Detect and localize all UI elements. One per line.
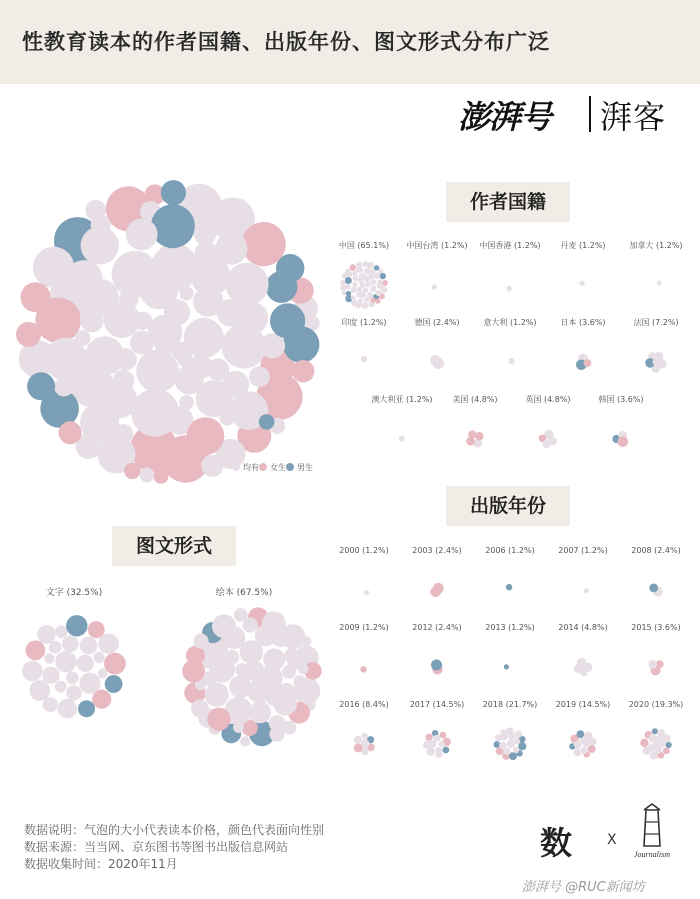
format-picture-bubble	[191, 699, 209, 717]
format-text-bubble	[66, 672, 79, 685]
year-bubble	[499, 742, 507, 750]
nationality-bubble	[351, 295, 356, 300]
year-bubble	[354, 736, 362, 744]
format-text-bubble	[80, 637, 98, 655]
overview-bubble	[180, 286, 194, 300]
format-text-bubble	[105, 675, 123, 693]
nationality-bubble	[353, 275, 359, 281]
year-bubble	[648, 743, 656, 751]
note-description: 数据说明：气泡的大小代表读本价格，颜色代表面向性别	[24, 823, 325, 837]
year-label: 2012 (2.4%)	[412, 623, 462, 632]
year-bubble	[649, 734, 657, 742]
nationality-bubble	[345, 268, 351, 274]
year-bubble	[581, 747, 588, 754]
overview-bubble	[194, 222, 217, 245]
year-label: 2014 (4.8%)	[558, 623, 608, 632]
nationality-bubble	[653, 358, 661, 366]
overview-bubble	[80, 309, 103, 332]
year-bubble	[663, 747, 670, 754]
year-label: 2018 (21.7%)	[482, 700, 538, 709]
nationality-bubble	[358, 298, 364, 304]
nationality-bubble	[618, 436, 629, 447]
format-text-bubble	[66, 685, 81, 700]
year-bubble	[508, 733, 515, 740]
overview-bubble	[179, 395, 194, 410]
nationality-bubble	[579, 281, 584, 286]
section-title-format: 图文形式	[112, 526, 236, 566]
format-picture-bubble	[293, 675, 306, 688]
lighthouse-icon	[622, 802, 682, 860]
overview-bubble	[85, 336, 124, 375]
nationality-bubble	[361, 356, 367, 362]
overview-bubble	[292, 360, 314, 382]
year-label: 2013 (1.2%)	[485, 623, 535, 632]
year-bubble	[666, 742, 672, 748]
brand-sub-logo: 湃客	[600, 98, 667, 136]
nationality-bubble	[350, 264, 356, 270]
nationality-bubble	[345, 277, 352, 284]
overview-bubble	[54, 377, 73, 396]
year-label: 2007 (1.2%)	[558, 546, 608, 555]
year-bubble	[433, 735, 440, 742]
nationality-bubble	[374, 265, 379, 270]
format-picture-bubble	[207, 708, 230, 731]
overview-bubble	[193, 286, 223, 316]
overview-bubble	[222, 324, 266, 368]
xinwen-logo: 数	[540, 824, 573, 862]
legend-swatch	[232, 463, 240, 471]
overview-bubble	[164, 299, 190, 325]
format-picture-bubble	[209, 656, 235, 682]
year-bubble	[657, 729, 665, 737]
year-bubble	[577, 730, 585, 738]
nationality-label: 中国香港 (1.2%)	[479, 241, 541, 250]
nationality-bubble	[378, 279, 383, 284]
year-bubble	[509, 752, 517, 760]
overview-bubble	[136, 350, 179, 393]
year-bubble	[507, 740, 515, 748]
format-text-bubble	[98, 669, 108, 679]
year-bubble	[506, 584, 512, 590]
year-label: 2016 (8.4%)	[339, 700, 389, 709]
year-bubble	[427, 748, 435, 756]
overview-bubble	[215, 233, 247, 265]
overview-bubble	[21, 282, 51, 312]
nationality-label: 印度 (1.2%)	[341, 318, 387, 327]
overview-bubble	[242, 222, 286, 266]
year-label: 2006 (1.2%)	[485, 546, 535, 555]
credit-line: 澎湃号 @RUC新闻坊	[522, 880, 645, 895]
nationality-label: 中国 (65.1%)	[338, 241, 390, 250]
format-text-bubble	[98, 633, 119, 654]
nationality-bubble	[356, 287, 362, 293]
format-text-bubble	[44, 653, 54, 663]
legend-label: 均有	[243, 463, 259, 472]
format-text-bubble	[29, 680, 50, 701]
nationality-bubble	[507, 286, 512, 291]
year-bubble	[589, 738, 597, 746]
format-picture-bubble	[269, 715, 286, 732]
year-label: 2020 (19.3%)	[628, 700, 684, 709]
nationality-bubble	[584, 359, 592, 367]
legend-swatch	[259, 463, 267, 471]
overview-bubble	[222, 371, 249, 398]
page-title: 性教育读本的作者国籍、出版年份、图文形式分布广泛	[22, 30, 550, 54]
nationality-bubble	[358, 277, 364, 283]
year-bubble	[574, 749, 582, 757]
nationality-bubble	[475, 432, 484, 441]
format-picture-bubble	[301, 636, 312, 647]
format-text-bubble	[22, 661, 42, 681]
nationality-label: 加拿大 (1.2%)	[629, 241, 683, 250]
journalism-label: Journalism	[634, 850, 670, 859]
format-picture-bubble	[236, 663, 249, 676]
year-bubble	[439, 741, 445, 747]
format-text-bubble	[43, 697, 58, 712]
format-text-bubble	[49, 641, 62, 654]
nationality-bubble	[363, 287, 369, 293]
format-picture-bubble	[243, 618, 258, 633]
brand-logo: 澎湃号	[458, 98, 552, 136]
format-text-bubble	[57, 699, 77, 719]
overview-bubble	[249, 366, 270, 387]
format-picture-bubble	[205, 683, 229, 707]
format-text-bubble	[78, 700, 95, 717]
format-picture-bubble	[240, 736, 250, 746]
overview-bubble	[85, 200, 106, 221]
format-picture-bubble	[271, 626, 292, 647]
year-bubble	[574, 664, 583, 673]
nationality-bubble	[371, 279, 377, 285]
nationality-bubble	[362, 302, 369, 309]
legend-label: 男生	[297, 463, 313, 472]
year-bubble	[443, 747, 450, 754]
format-text-bubble	[62, 636, 79, 653]
nationality-bubble	[356, 292, 361, 297]
format-picture-bubble	[240, 640, 264, 664]
nationality-bubble	[352, 270, 358, 276]
year-label: 2003 (2.4%)	[412, 546, 462, 555]
nationality-label: 英国 (4.8%)	[525, 395, 571, 404]
overview-bubble	[16, 322, 41, 347]
format-picture-bubble	[182, 660, 205, 683]
nationality-bubble	[364, 268, 371, 275]
overview-bubble	[80, 403, 119, 442]
format-label: 绘本 (67.5%)	[215, 588, 273, 598]
nationality-bubble	[432, 285, 437, 290]
year-bubble	[649, 584, 658, 593]
format-picture-bubble	[273, 692, 297, 716]
format-picture-bubble	[229, 676, 252, 699]
nationality-bubble	[380, 273, 386, 279]
format-text-bubble	[42, 667, 59, 684]
nationality-bubble	[370, 286, 376, 292]
overview-bubble	[59, 421, 82, 444]
year-label: 2017 (14.5%)	[409, 700, 465, 709]
overview-bubble	[226, 263, 269, 306]
overview-bubble	[75, 330, 91, 346]
year-label: 2019 (14.5%)	[555, 700, 611, 709]
format-text-bubble	[104, 653, 126, 675]
nationality-bubble	[365, 282, 371, 288]
overview-bubble	[131, 389, 179, 437]
overview-bubble	[124, 463, 140, 479]
section-title-year: 出版年份	[446, 486, 570, 526]
year-bubble	[435, 747, 442, 754]
year-bubble	[652, 728, 658, 734]
nationality-bubble	[346, 291, 351, 296]
legend-swatch	[286, 463, 294, 471]
year-bubble	[574, 741, 582, 749]
nationality-bubble	[657, 281, 662, 286]
nationality-label: 澳大利亚 (1.2%)	[371, 395, 433, 404]
format-picture-bubble	[284, 648, 299, 663]
format-picture-bubble	[193, 634, 208, 649]
year-bubble	[588, 745, 596, 753]
year-bubble	[584, 588, 589, 593]
nationality-bubble	[375, 298, 380, 303]
year-bubble	[515, 731, 522, 738]
nationality-bubble	[369, 273, 375, 279]
overview-bubble	[151, 204, 195, 248]
overview-bubble	[187, 417, 225, 455]
year-bubble	[431, 660, 442, 671]
overview-bubble	[140, 468, 155, 483]
year-label: 2000 (1.2%)	[339, 546, 389, 555]
format-text-bubble	[94, 652, 105, 663]
format-picture-bubble	[282, 665, 296, 679]
year-bubble	[361, 739, 370, 748]
format-picture-bubble	[298, 663, 309, 674]
overview-bubble	[161, 180, 186, 205]
legend-label: 女生	[270, 463, 286, 472]
note-time: 数据收集时间：2020年11月	[24, 857, 178, 871]
year-bubble	[640, 739, 648, 747]
nationality-bubble	[362, 261, 368, 267]
format-picture-bubble	[249, 701, 271, 723]
format-text-bubble	[79, 673, 100, 694]
year-bubble	[364, 590, 369, 595]
year-bubble	[426, 734, 433, 741]
nationality-label: 意大利 (1.2%)	[483, 318, 537, 327]
overview-bubble	[259, 414, 275, 430]
nationality-bubble	[352, 282, 357, 287]
format-text-bubble	[55, 681, 67, 693]
year-bubble	[648, 660, 657, 669]
year-bubble	[518, 742, 526, 750]
nationality-bubble	[345, 284, 350, 289]
nationality-bubble	[399, 436, 405, 442]
nationality-bubble	[376, 290, 382, 296]
format-text-bubble	[77, 655, 94, 672]
overview-bubble	[270, 303, 305, 338]
year-bubble	[513, 747, 520, 754]
nationality-label: 韩国 (3.6%)	[598, 395, 644, 404]
nationality-bubble	[374, 273, 380, 279]
year-bubble	[361, 733, 368, 740]
year-bubble	[500, 733, 508, 741]
nationality-bubble	[508, 358, 514, 364]
year-bubble	[504, 664, 509, 669]
year-bubble	[440, 732, 447, 739]
logo-x: X	[607, 832, 617, 848]
overview-bubble	[266, 271, 298, 303]
nationality-bubble	[543, 440, 551, 448]
year-label: 2009 (1.2%)	[339, 623, 389, 632]
note-source: 数据来源：当当网、京东图书等图书出版信息网站	[24, 840, 289, 854]
nationality-bubble	[367, 292, 374, 299]
nationality-label: 日本 (3.6%)	[560, 318, 606, 327]
section-title-nationality: 作者国籍	[446, 182, 570, 222]
nationality-label: 德国 (2.4%)	[414, 318, 460, 327]
nationality-bubble	[430, 355, 441, 366]
nationality-label: 美国 (4.8%)	[452, 395, 498, 404]
overview-bubble	[112, 251, 159, 298]
format-text-bubble	[66, 615, 87, 636]
overview-bubble	[184, 318, 224, 358]
format-text-bubble	[55, 651, 77, 673]
format-label: 文字 (32.5%)	[45, 588, 103, 598]
overview-bubble	[33, 247, 74, 288]
year-label: 2008 (2.4%)	[631, 546, 681, 555]
data-notes	[24, 822, 324, 873]
format-text-bubble	[37, 625, 56, 644]
overview-bubble	[154, 469, 169, 484]
year-label: 2015 (3.6%)	[631, 623, 681, 632]
overview-bubble	[27, 372, 55, 400]
format-text-bubble	[88, 621, 105, 638]
nationality-bubble	[350, 287, 357, 294]
nationality-bubble	[342, 290, 347, 295]
format-picture-bubble	[263, 648, 285, 670]
year-bubble	[430, 587, 441, 598]
format-text-bubble	[55, 626, 67, 638]
nationality-bubble	[356, 262, 362, 268]
year-bubble	[360, 666, 366, 672]
nationality-label: 法国 (7.2%)	[633, 318, 679, 327]
nationality-label: 丹麦 (1.2%)	[560, 241, 606, 250]
overview-bubble	[126, 219, 158, 251]
format-text-bubble	[26, 640, 46, 660]
nationality-label: 中国台湾 (1.2%)	[406, 241, 468, 250]
